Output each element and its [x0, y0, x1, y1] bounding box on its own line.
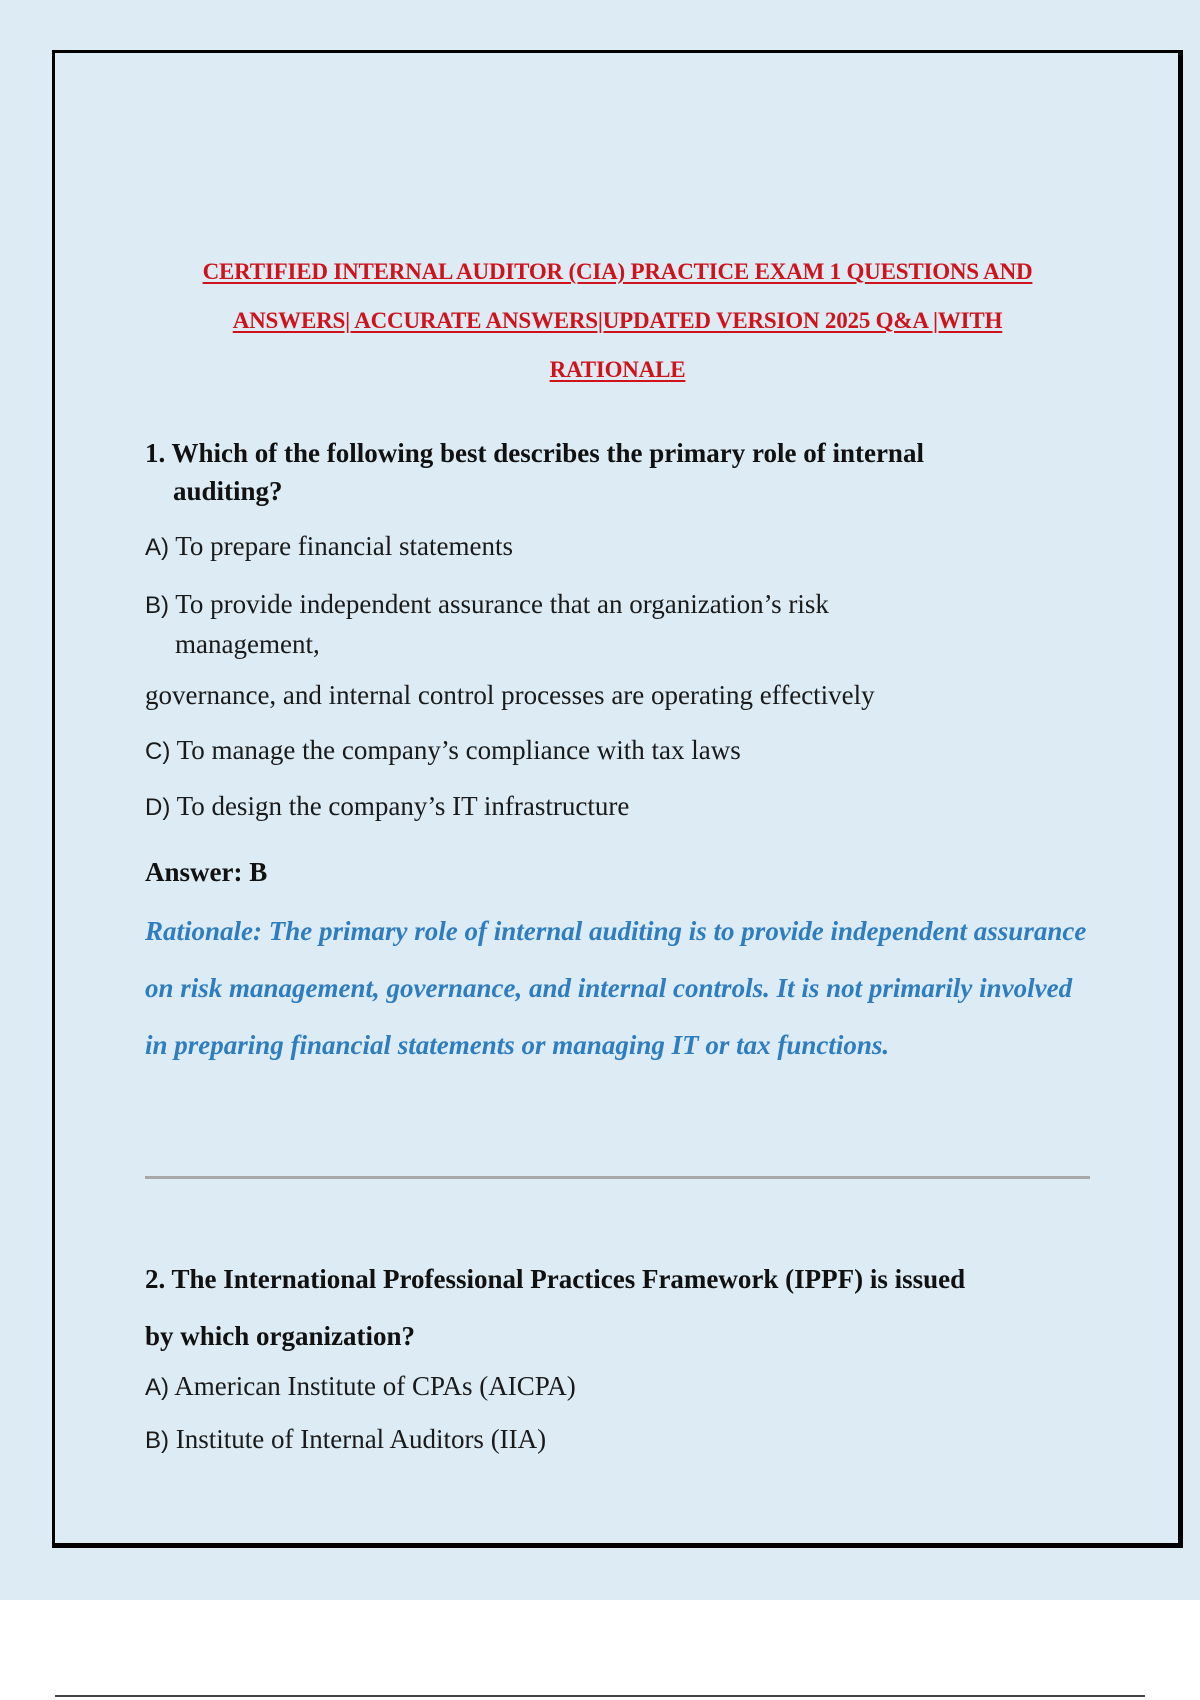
option-letter: B) [145, 1427, 169, 1454]
question-1-rationale: Rationale: The primary role of internal auditing is to provide independent assurance on risk management, governance, and internal controls. It is not primarily involved in preparing financial statements or managing IT or tax functions. [145, 916, 1087, 1060]
question-2-option-b [145, 1424, 546, 1455]
question-2-option-a [145, 1371, 576, 1402]
option-text: American Institute of CPAs (AICPA) [174, 1371, 576, 1401]
option-letter: A) [145, 1374, 169, 1401]
option-letter: D) [145, 794, 171, 821]
option-text: To design the company’s IT infrastructure [176, 791, 630, 821]
option-text: To provide independent assurance that an organization’s risk [175, 589, 829, 619]
question-2-text-line2: by which organization? [145, 1321, 416, 1351]
question-2-title [145, 1251, 965, 1365]
question-1-number: 1. [145, 438, 166, 468]
option-text: Institute of Internal Auditors (IIA) [175, 1424, 547, 1454]
question-2-text-line1: The International Professional Practices Framework (IPPF) is issued [171, 1264, 966, 1294]
question-1-title [145, 434, 924, 510]
question-2-number: 2. [145, 1264, 166, 1294]
question-1-option-b-continued [145, 680, 875, 711]
option-text: governance, and internal control processes are operating effectively [145, 680, 875, 710]
question-1-answer: Answer: B [145, 857, 268, 887]
option-letter: C) [145, 738, 171, 765]
question-1-option-b [145, 585, 829, 663]
question-1-option-d [145, 791, 629, 822]
option-text: To manage the company’s compliance with tax laws [176, 735, 741, 765]
option-letter: B) [145, 592, 169, 619]
title-line-1: CERTIFIED INTERNAL AUDITOR (CIA) PRACTICE EXAM 1 QUESTIONS AND [202, 259, 1033, 284]
option-text-continued: management, [175, 629, 320, 659]
question-1-text-line1: Which of the following best describes the primary role of internal [171, 438, 924, 468]
question-1-option-a [145, 531, 513, 562]
option-text: To prepare financial statements [175, 531, 513, 561]
option-letter: A) [145, 534, 169, 561]
title-line-3: RATIONALE [549, 357, 686, 382]
question-1-option-c [145, 735, 741, 766]
document-title [140, 247, 1095, 394]
question-1-text-line2: auditing? [173, 476, 283, 506]
title-line-2: ANSWERS| ACCURATE ANSWERS|UPDATED VERSION 2025 Q&A |WITH [232, 308, 1003, 333]
section-divider [145, 1176, 1090, 1179]
footer-rule [55, 1695, 1145, 1697]
